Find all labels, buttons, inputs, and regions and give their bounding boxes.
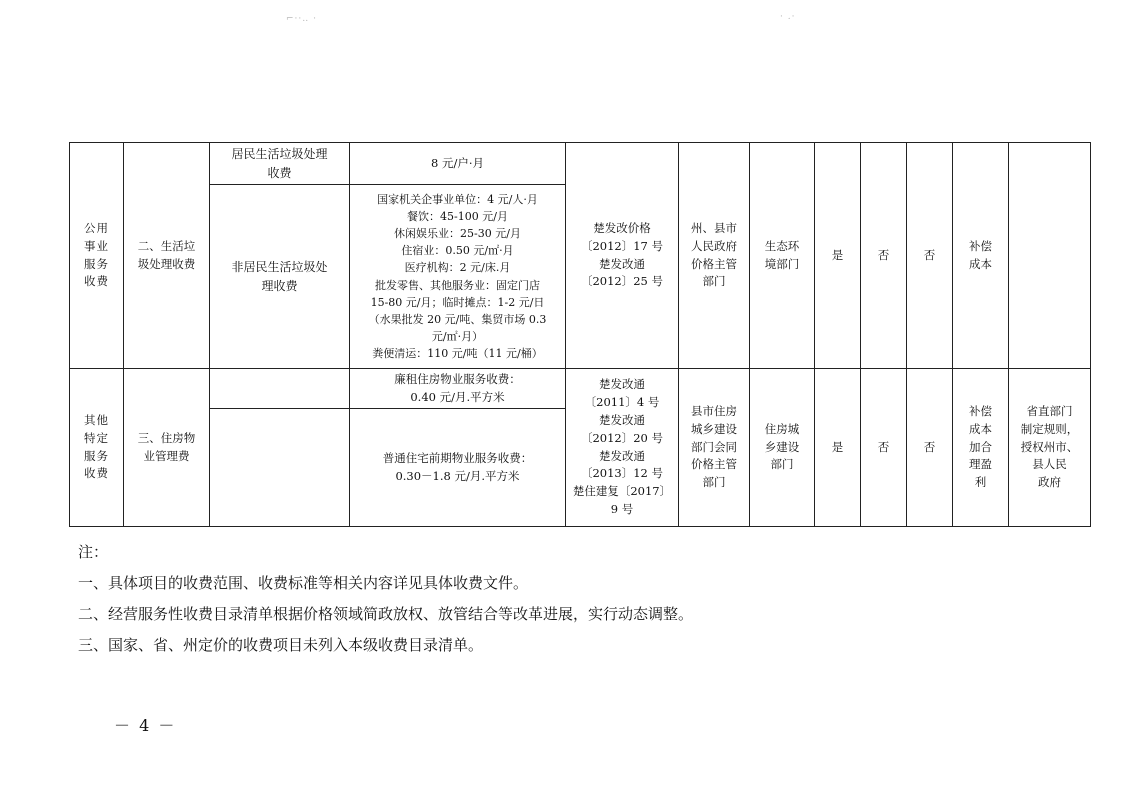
- scan-mark: · .·: [780, 12, 796, 22]
- category-cell: 其他 特定 服务 收费: [70, 369, 124, 527]
- project-cell: 二、生活垃 圾处理收费: [124, 143, 210, 369]
- sub-item-cell: [210, 409, 350, 527]
- sub-item-cell: 非居民生活垃圾处 理收费: [210, 185, 350, 369]
- principle-cell: 补偿 成本 加合 理盈 利: [953, 369, 1009, 527]
- authority-cell: 州、县市 人民政府 价格主管 部门: [679, 143, 750, 369]
- principle-cell: 补偿 成本: [953, 143, 1009, 369]
- sub-item-cell: 居民生活垃圾处理 收费: [210, 143, 350, 185]
- department-cell: 生态环 境部门: [750, 143, 815, 369]
- standard-cell: 普通住宅前期物业服务收费： 0.30－1.8 元/月.平方米: [350, 409, 566, 527]
- flag-cell: 否: [907, 369, 953, 527]
- flag-cell: 否: [907, 143, 953, 369]
- fee-catalog-table: [69, 142, 1091, 527]
- notes: [78, 537, 693, 661]
- flag-cell: 否: [861, 143, 907, 369]
- flag-cell: 否: [861, 369, 907, 527]
- page-number: － 4 －: [114, 716, 177, 735]
- basis-cell: 楚发改通 〔2011〕4 号 楚发改通 〔2012〕20 号 楚发改通 〔2013〕12 号 楚住建复〔2017〕 9 号: [566, 369, 679, 527]
- standard-cell: 廉租住房物业服务收费： 0.40 元/月.平方米: [350, 369, 566, 409]
- flag-cell: 是: [815, 143, 861, 369]
- note-item: 二、经营服务性收费目录清单根据价格领域简政放权、放管结合等改革进展，实行动态调整。: [78, 605, 694, 623]
- remark-cell: 省直部门 制定规则， 授权州市、 县人民 政府: [1009, 369, 1091, 527]
- flag-cell: 是: [815, 369, 861, 527]
- sub-item-cell: [210, 369, 350, 409]
- standard-cell: 8 元/户·月: [350, 143, 566, 185]
- authority-cell: 县市住房 城乡建设 部门会同 价格主管 部门: [679, 369, 750, 527]
- notes-heading: 注：: [78, 543, 109, 561]
- basis-cell: 楚发改价格 〔2012〕17 号 楚发改通 〔2012〕25 号: [566, 143, 679, 369]
- department-cell: 住房城 乡建设 部门: [750, 369, 815, 527]
- scan-mark: ⌐··‥ ·: [286, 14, 317, 24]
- category-cell: 公用 事业 服务 收费: [70, 143, 124, 369]
- remark-cell: [1009, 143, 1091, 369]
- note-item: 一、具体项目的收费范围、收费标准等相关内容详见具体收费文件。: [78, 574, 529, 592]
- table-row: [70, 143, 1091, 185]
- project-cell: 三、住房物 业管理费: [124, 369, 210, 527]
- note-item: 三、国家、省、州定价的收费项目未列入本级收费目录清单。: [78, 636, 484, 654]
- standard-cell: 国家机关企事业单位：4 元/人·月 餐饮：45-100 元/月 休闲娱乐业：25-30 元/月 住宿业：0.50 元/㎡·月 医疗机构：2 元/床.月 批发零售、其他服务业：固定门店 15-80 元/月；临时摊点：1-2 元/日 （水果批发 20 元/吨、集贸市场 0.3 元/㎡·月） 粪便清运：110 元/吨（11 元/桶）: [350, 185, 566, 369]
- table-row: [70, 369, 1091, 409]
